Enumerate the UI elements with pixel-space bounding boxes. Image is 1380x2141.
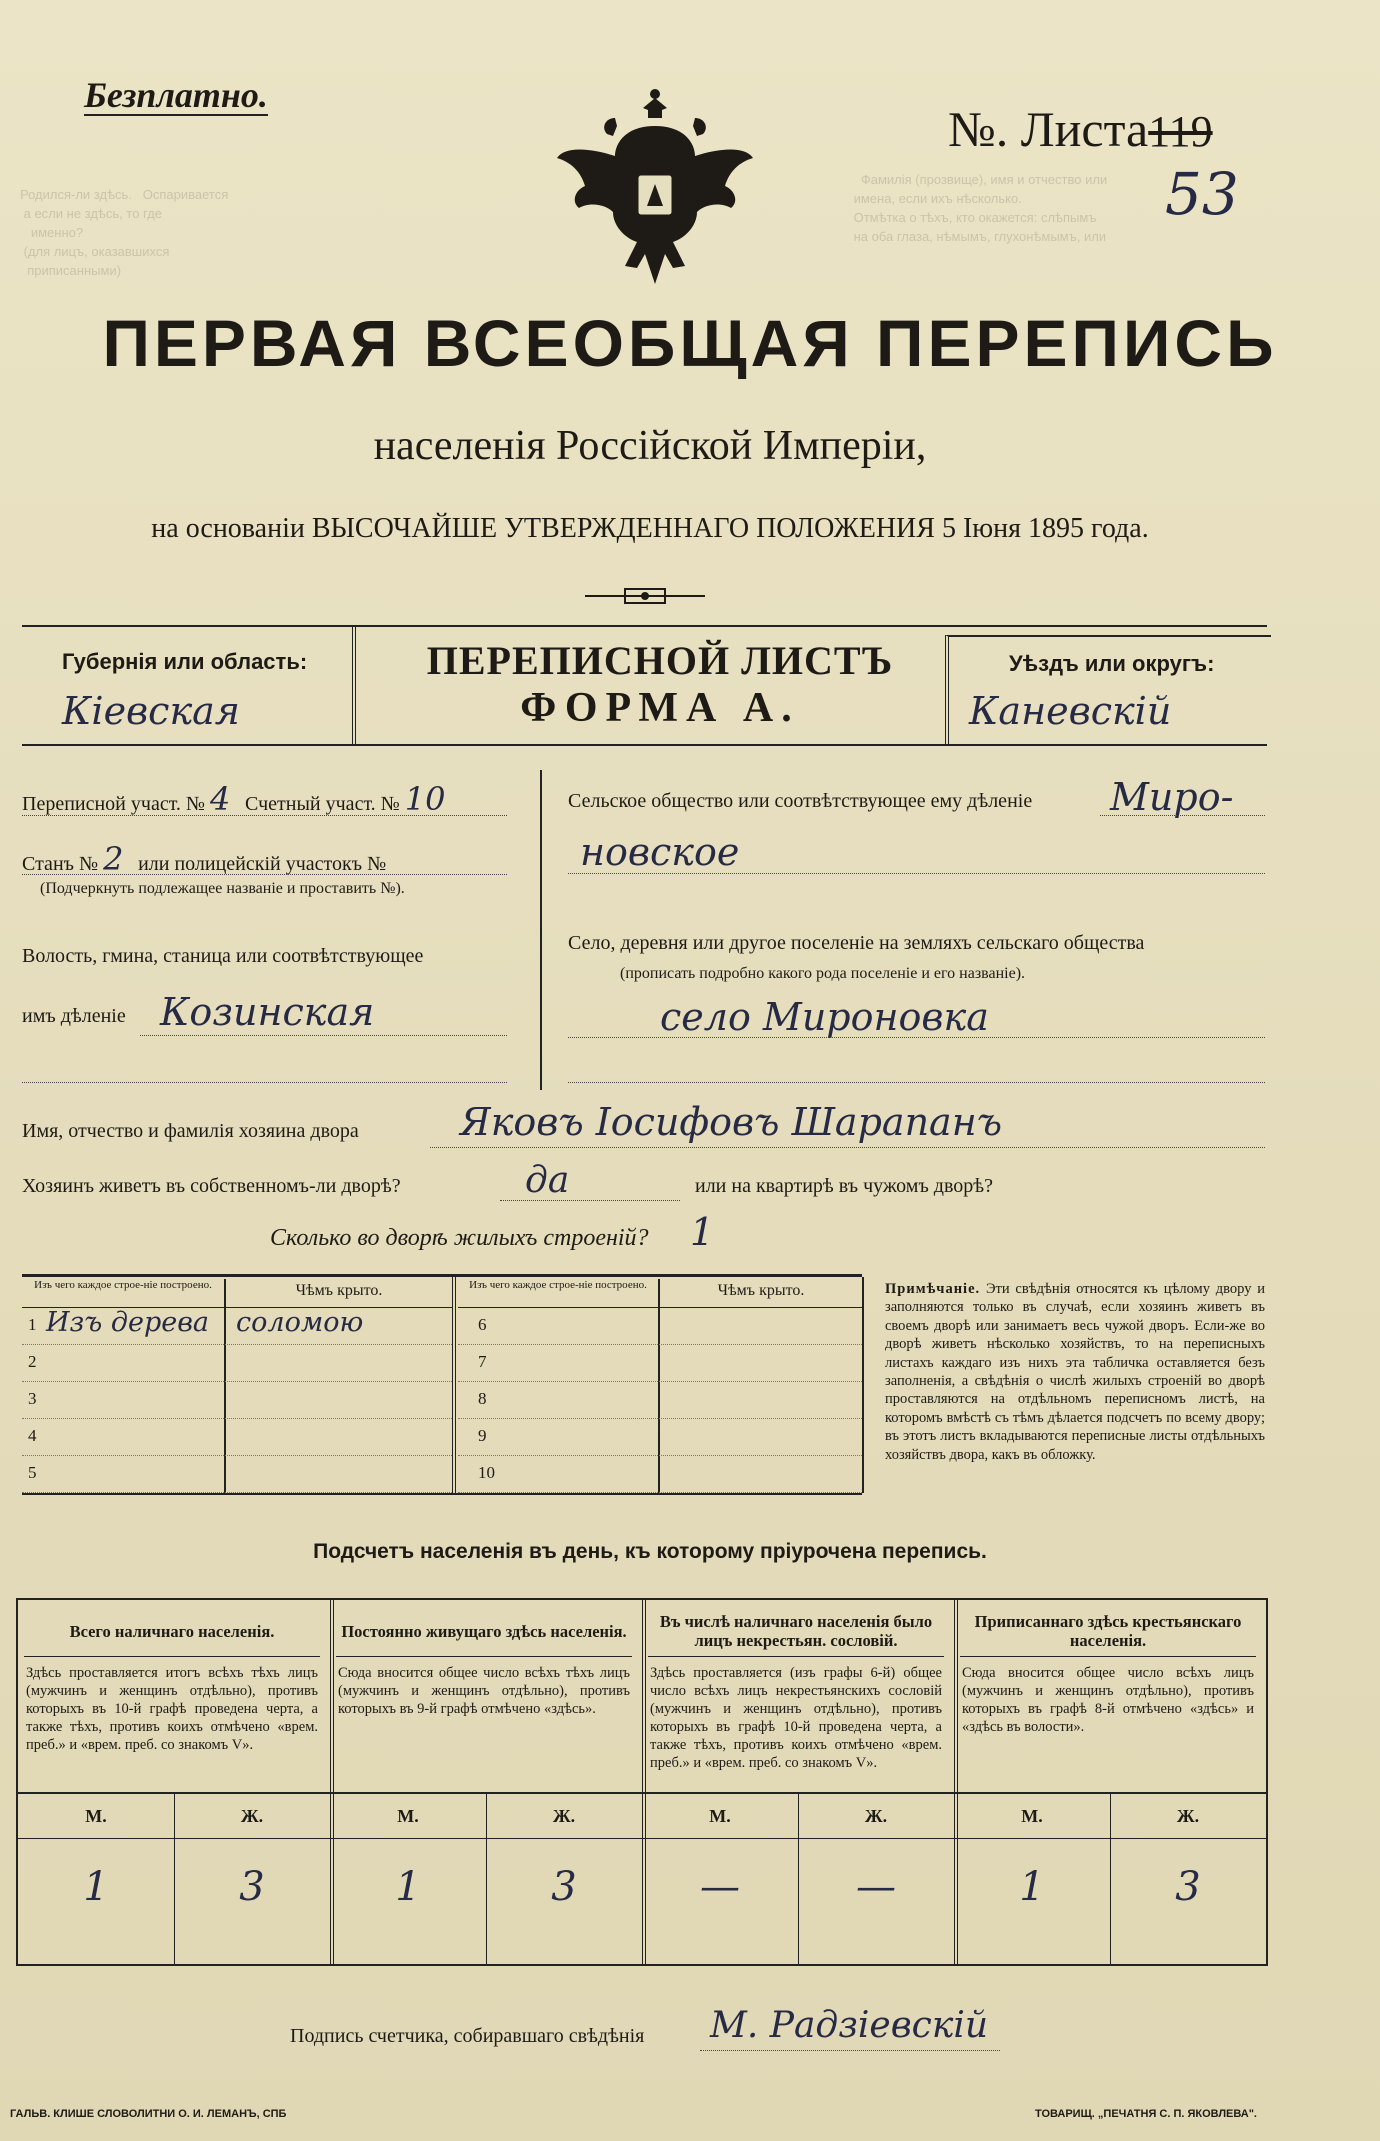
male-value: 1 bbox=[1019, 1864, 1045, 1910]
province-value: Кіевская bbox=[62, 689, 240, 733]
building-row-number: 10 bbox=[478, 1463, 495, 1482]
male-value: 1 bbox=[83, 1864, 109, 1910]
building-row bbox=[22, 1418, 452, 1456]
buildings-table-left bbox=[22, 1277, 456, 1493]
building-roof: соломою bbox=[236, 1307, 364, 1338]
village-note: (прописать подробно какого рода поселеніе и его названіе). bbox=[620, 965, 1026, 982]
building-row bbox=[458, 1344, 862, 1382]
census-sheet-title: ПЕРЕПИСНОЙ ЛИСТЪ bbox=[426, 638, 894, 683]
province-box bbox=[22, 627, 356, 744]
roof-header: Чѣмъ крыто. bbox=[295, 1282, 383, 1299]
note-text: Эти свѣдѣнія относятся къ цѣлому двору и заполняются только въ случаѣ, если хозяинъ живетъ въ своемъ дворѣ или занимаетъ весь чужой дворъ. Если-же во дворѣ живетъ нѣсколько хозяйствъ, то на переписныхъ листахъ каждаго изъ нихъ эта табличка оставляется безъ заполненія, а свѣдѣнія о числѣ жилыхъ строеній во дворѣ проставляются на отдѣльномъ переписномъ листѣ, на которомъ вмѣстѣ съ тѣмъ дѣлается подсчетъ по всему двору; въ этотъ листъ вкладываются переписные листы отдѣльныхъ хозяйствъ двора, какъ въ обложку. bbox=[885, 1281, 1265, 1463]
signature-value: М. Радзіевскій bbox=[710, 2005, 989, 2046]
male-header: М. bbox=[330, 1794, 486, 1839]
stan-label: Станъ № bbox=[22, 853, 99, 875]
female-value: 3 bbox=[551, 1864, 577, 1910]
volost-label: Волость, гмина, станица или соотвѣтствующее bbox=[22, 945, 424, 967]
female-value: 3 bbox=[1175, 1864, 1201, 1910]
stan-row bbox=[22, 840, 386, 878]
totals-column bbox=[330, 1600, 646, 1964]
buildings-table-head-right bbox=[458, 1277, 862, 1308]
society-value-2: новское bbox=[580, 830, 740, 874]
census-area-line bbox=[22, 815, 507, 816]
district-value: Каневскій bbox=[969, 689, 1172, 733]
bleedthrough-left: Родился-ли здѣсь. Оспаривается а если не здѣсь, то где именно? (для лицъ, оказавшихся приписанными) bbox=[20, 187, 229, 278]
buildings-count-label: Сколько во дворѣ жилыхъ строеній? bbox=[270, 1225, 649, 1251]
census-area-row bbox=[22, 780, 445, 818]
female-cell bbox=[486, 1794, 642, 1966]
totals-sex-cells bbox=[642, 1792, 954, 1966]
society-value: Миро- bbox=[1110, 775, 1234, 819]
police-label: или полицейскій участокъ № bbox=[138, 853, 387, 875]
building-row bbox=[458, 1418, 862, 1456]
form-basis: на основаніи ВЫСОЧАЙШЕ УТВЕРЖДЕННАГО ПОЛОЖЕНИЯ 5 Іюня 1895 года. bbox=[151, 513, 1149, 544]
totals-sex-cells bbox=[954, 1792, 1266, 1966]
female-value: — bbox=[856, 1864, 896, 1910]
stan-value: 2 bbox=[103, 840, 124, 878]
building-row-number: 9 bbox=[478, 1426, 487, 1445]
building-row-number: 8 bbox=[478, 1389, 487, 1408]
totals-column-title: Въ числѣ наличнаго населенія было лицъ некрестьян. сословій. bbox=[648, 1606, 944, 1657]
building-row-number: 1 bbox=[28, 1315, 37, 1334]
building-row-number: 4 bbox=[28, 1426, 37, 1445]
sheet-number-handwritten: 53 bbox=[1165, 160, 1239, 228]
male-header: М. bbox=[18, 1794, 174, 1839]
roof-header-right: Чѣмъ крыто. bbox=[717, 1282, 805, 1299]
building-row bbox=[22, 1344, 452, 1382]
buildings-count-value: 1 bbox=[690, 1210, 715, 1254]
female-cell bbox=[798, 1794, 954, 1966]
totals-heading: Подсчетъ населенія въ день, къ которому пріурочена перепись. bbox=[313, 1540, 987, 1563]
volost-line bbox=[140, 1035, 507, 1036]
society-label: Сельское общество или соотвѣтствующее ему дѣленіе bbox=[568, 790, 1033, 812]
society-line bbox=[1100, 815, 1265, 816]
bleedthrough-right: Фамилія (прозвище), имя и отчество или имена, если ихъ нѣсколько. Отмѣтка о тѣхъ, кто окажется: слѣпымъ на оба глаза, нѣмымъ, глухонѣмымъ, или bbox=[853, 172, 1108, 244]
totals-column-desc: Здѣсь проставляется итогъ всѣхъ тѣхъ лицъ (мужчинъ и женщинъ отдѣльно), противъ которыхъ въ 10-й графѣ проведена черта, а также тѣхъ, противъ коихъ отмѣчено «врем. преб.» и «врем. преб. со знакомъ V». bbox=[26, 1665, 318, 1753]
building-row bbox=[22, 1307, 452, 1345]
building-material: Изъ дерева bbox=[46, 1307, 210, 1338]
building-row bbox=[458, 1381, 862, 1419]
village-line bbox=[568, 1037, 1265, 1038]
totals-column-desc: Сюда вносится общее число всѣхъ тѣхъ лицъ (мужчинъ и женщинъ отдѣльно), противъ которыхъ въ 9-й графѣ отмѣчено «здѣсь». bbox=[338, 1665, 630, 1717]
printer-right: ТОВАРИЩ. „ПЕЧАТНЯ С. П. ЯКОВЛЕВА". bbox=[1035, 2108, 1257, 2120]
printer-left: ГАЛЬВ. КЛИШЕ СЛОВОЛИТНИ О. И. ЛЕМАНЪ, СПБ bbox=[10, 2108, 287, 2120]
totals-column-title: Всего наличнаго населенія. bbox=[24, 1606, 320, 1657]
female-header: Ж. bbox=[798, 1794, 954, 1839]
male-value: — bbox=[700, 1864, 740, 1910]
sheet-number-label: №. Листа bbox=[948, 101, 1149, 157]
double-headed-eagle-icon bbox=[555, 78, 755, 288]
society-line-2 bbox=[568, 873, 1265, 874]
material-header: Изъ чего каждое строе-ніе построено. bbox=[22, 1279, 226, 1307]
own-yard-label: Хозяинъ живетъ въ собственномъ-ли дворѣ? bbox=[22, 1175, 401, 1197]
building-row-number: 3 bbox=[28, 1389, 37, 1408]
building-row-number: 5 bbox=[28, 1463, 37, 1482]
vertical-divider bbox=[540, 770, 542, 1090]
buildings-table-right bbox=[458, 1277, 864, 1493]
form-title: ПЕРВАЯ ВСЕОБЩАЯ ПЕРЕПИСЬ bbox=[102, 306, 1278, 380]
male-header: М. bbox=[642, 1794, 798, 1839]
male-cell bbox=[18, 1794, 175, 1966]
totals-sex-cells bbox=[330, 1792, 642, 1966]
totals-sex-cells bbox=[18, 1792, 330, 1966]
village-line-2 bbox=[568, 1082, 1265, 1083]
stan-line bbox=[22, 874, 507, 875]
building-row bbox=[22, 1381, 452, 1419]
form-a-label: ФОРМА А. bbox=[520, 685, 800, 731]
form-subtitle: населенія Россійской Имперіи, bbox=[373, 423, 927, 469]
sheet-number bbox=[948, 102, 1213, 159]
female-header: Ж. bbox=[486, 1794, 642, 1839]
building-row bbox=[458, 1307, 862, 1345]
building-row bbox=[22, 1455, 452, 1493]
owner-name-line bbox=[430, 1147, 1265, 1148]
owner-name-value: Яковъ Іосифовъ Шарапанъ bbox=[460, 1100, 1003, 1144]
building-row-number: 7 bbox=[478, 1352, 487, 1371]
totals-column bbox=[954, 1600, 1266, 1964]
male-value: 1 bbox=[395, 1864, 421, 1910]
totals-column-desc: Здѣсь проставляется (изъ графы 6-й) общее число всѣхъ лицъ некрестьянскихъ сословій (мужчинъ и женщинъ отдѣльно), противъ которыхъ въ графѣ 10-й проведена черта, а также тѣхъ, противъ коихъ отмѣчено «врем. преб.» и «врем. преб. со знакомъ V». bbox=[650, 1665, 942, 1771]
ornament-divider-icon bbox=[585, 585, 705, 607]
totals-column-title: Приписаннаго здѣсь крестьянскаго населенія. bbox=[960, 1606, 1256, 1657]
male-cell bbox=[330, 1794, 487, 1966]
material-header-right: Изъ чего каждое строе-ніе построено. bbox=[458, 1279, 660, 1307]
buildings-table bbox=[22, 1274, 862, 1495]
buildings-table-head bbox=[22, 1277, 452, 1308]
district-label: Уѣздъ или округъ: bbox=[1009, 651, 1215, 676]
note-block bbox=[885, 1280, 1265, 1464]
signature-line bbox=[700, 2050, 1000, 2051]
signature-label: Подпись счетчика, собиравшаго свѣдѣнія bbox=[290, 2025, 645, 2047]
village-label: Село, деревня или другое поселеніе на земляхъ сельскаго общества bbox=[568, 932, 1145, 954]
female-header: Ж. bbox=[1110, 1794, 1266, 1839]
male-cell bbox=[954, 1794, 1111, 1966]
district-box bbox=[945, 635, 1271, 746]
totals-column-title: Постоянно живущаго здѣсь населенія. bbox=[336, 1606, 632, 1657]
building-row-number: 2 bbox=[28, 1352, 37, 1371]
sheet-number-struck: 119 bbox=[1148, 107, 1213, 156]
volost-line-2 bbox=[22, 1082, 507, 1083]
building-row bbox=[458, 1455, 862, 1493]
male-cell bbox=[642, 1794, 799, 1966]
building-row-number: 6 bbox=[478, 1315, 487, 1334]
note-title: Примѣчаніе. bbox=[885, 1281, 981, 1297]
census-area-label: Переписной участ. № bbox=[22, 793, 206, 815]
underline-note: (Подчеркнуть подлежащее названіе и проставить №). bbox=[40, 880, 405, 897]
census-area-value: 4 bbox=[210, 780, 231, 818]
totals-column bbox=[642, 1600, 958, 1964]
own-yard-line bbox=[500, 1200, 680, 1201]
rent-label: или на квартирѣ въ чужомъ дворѣ? bbox=[695, 1175, 994, 1197]
female-cell bbox=[1110, 1794, 1266, 1966]
banner-row bbox=[22, 625, 1267, 746]
free-label: Безплатно. bbox=[84, 75, 268, 115]
province-label: Губернія или область: bbox=[62, 649, 308, 674]
count-area-value: 10 bbox=[404, 780, 446, 818]
female-cell bbox=[174, 1794, 330, 1966]
totals-column-desc: Сюда вносится общее число всѣхъ лицъ (мужчинъ и женщинъ отдѣльно), противъ которыхъ въ графѣ 8-й отмѣчено «здѣсь» и «здѣсь въ волости». bbox=[962, 1665, 1254, 1735]
female-value: 3 bbox=[239, 1864, 265, 1910]
volost-value: Козинская bbox=[160, 990, 375, 1034]
count-area-label: Счетный участ. № bbox=[245, 793, 400, 815]
totals-table bbox=[16, 1598, 1268, 1966]
female-header: Ж. bbox=[174, 1794, 330, 1839]
village-value: село Мироновка bbox=[660, 995, 989, 1039]
owner-name-label: Имя, отчество и фамилія хозяина двора bbox=[22, 1120, 359, 1142]
form-name-box bbox=[355, 627, 965, 744]
male-header: М. bbox=[954, 1794, 1110, 1839]
own-yard-value: да bbox=[525, 1160, 570, 1201]
volost-label-2: имъ дѣленіе bbox=[22, 1005, 126, 1027]
totals-column bbox=[18, 1600, 334, 1964]
